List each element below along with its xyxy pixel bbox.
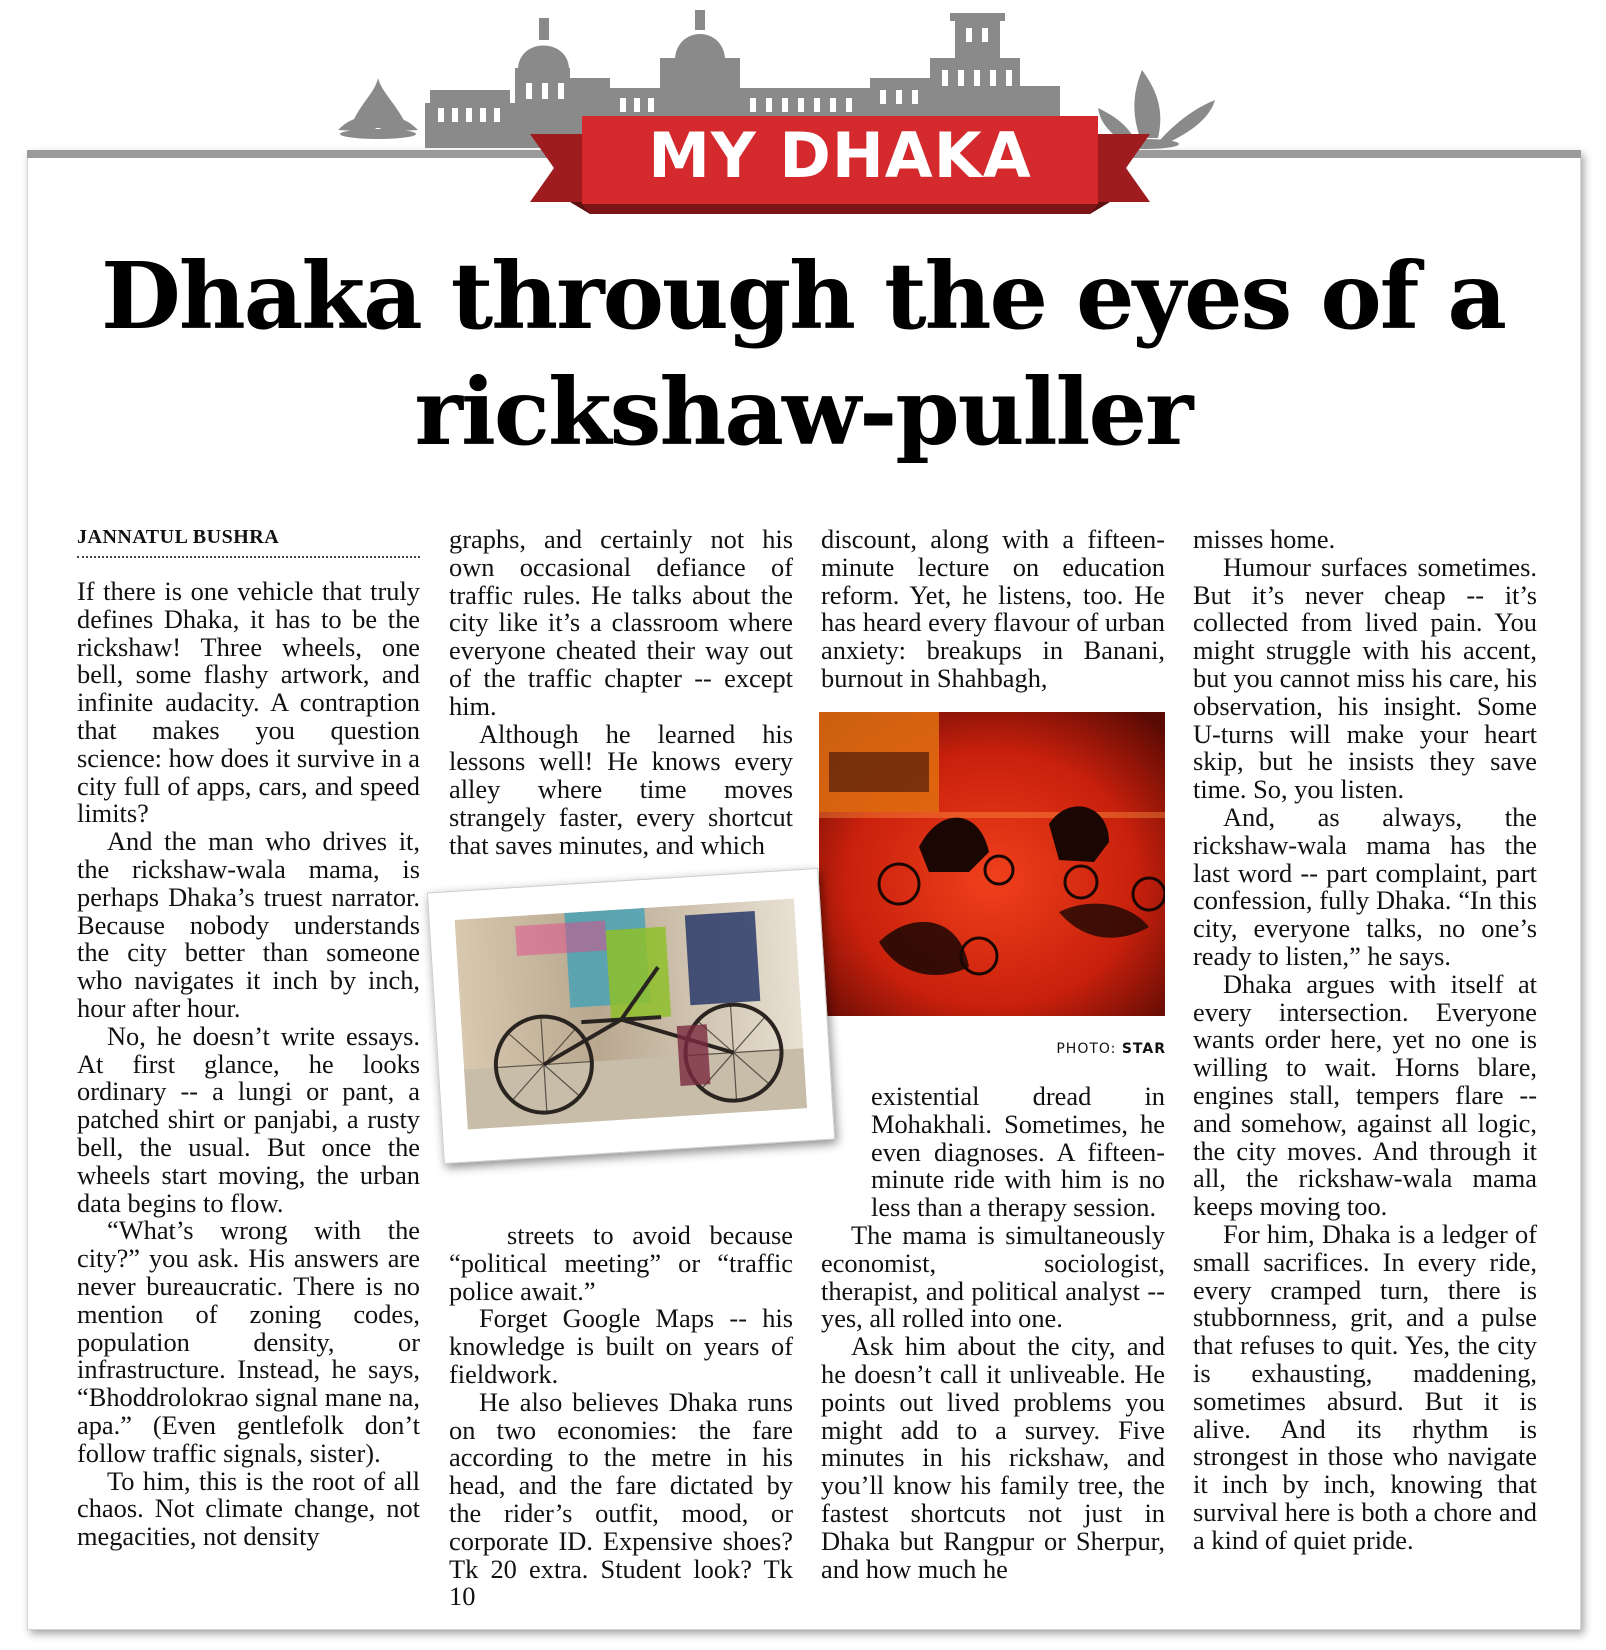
paragraph: Ask him about the city, and he doesn’t call it unliveable. He points out lived problems you might add to a survey. Five minutes in his rickshaw, and you’ll know his family tree, the fastest shortcuts not just in Dhaka but Rangpur or Sherpur, and how much he [821, 1331, 1165, 1584]
paragraph: Dhaka argues with itself at every intersection. Everyone wants order here, yet no one is willing to wait. Horns blare, engines stall, tempers flare -- and somehow, against all logic, the city moves. And through it all, the rickshaw-wala mama keeps moving too. [1193, 968, 1537, 1222]
column-1 [77, 578, 420, 1551]
column-4 [1193, 526, 1537, 1554]
photo-credit [1038, 1041, 1166, 1057]
section-label: MY DHAKA [648, 119, 1032, 192]
paragraph: misses home. [1193, 524, 1336, 554]
paragraph: He also believes Dhaka runs on two economies: the fare according to the metre in his head, and the fare dictated by the rider’s outfit, mood, or corporate ID. Expensive shoes? Tk 20 extra. Student look? Tk 10 [449, 1386, 793, 1612]
paragraph: streets to avoid because “political meeting” or “traffic police await.” [449, 1220, 793, 1306]
byline: JANNATUL BUSHRA [77, 526, 420, 558]
paragraph: Humour surfaces sometimes. But it’s never cheap -- it’s collected from lived pain. You might struggle with his accent, but you cannot miss his care, his observation, his insight. Some U-turns will make your heart skip, but he insists they save time. So, you listen. [1193, 551, 1537, 805]
paragraph: graphs, and certainly not his own occasional defiance of traffic rules. He talks about the city like it’s a classroom where everyone cheated their way out of the traffic chapter -- except him. [449, 524, 793, 721]
paragraph: “What’s wrong with the city?” you ask. His answers are never bureaucratic. There is no mention of zoning codes, population density, or infrastructure. Instead, he says, “Bhoddrolokrao signal mane na, apa.” (Even gentlefolk don’t follow traffic signals, sister). [77, 1215, 420, 1468]
photo-credit-source: STAR [1121, 1041, 1166, 1057]
photo-credit-prefix: PHOTO: [1056, 1041, 1117, 1057]
paragraph: To him, this is the root of all chaos. Not climate change, not megacities, not density [77, 1465, 420, 1552]
lotus-left-icon [338, 78, 418, 139]
column-2-top [449, 526, 793, 860]
paragraph: If there is one vehicle that truly defines Dhaka, it has to be the rickshaw! Three wheels, one bell, some flashy artwork, and infinite audacity. A contraption that makes you question science: how does it survive in a city full of apps, cars, and speed limits? [77, 576, 420, 829]
paragraph: Forget Google Maps -- his knowledge is built on years of fieldwork. [449, 1303, 793, 1389]
paragraph: The mama is simultaneously economist, sociologist, therapist, and political analyst -- yes, all rolled into one. [821, 1219, 1165, 1334]
column-3-top [821, 526, 1165, 693]
column-2-bottom [449, 1222, 793, 1611]
paragraph: discount, along with a fifteen-minute lecture on education reform. Yet, he listens, too. He has heard every flavour of urban anxiety: breakups in Banani, burnout in Shahbagh, [821, 524, 1165, 693]
paragraph: And the man who drives it, the rickshaw-wala mama, is perhaps Dhaka’s truest narrator. Because nobody understands the city better than someone who navigates it inch by inch, hour after hour. [77, 826, 420, 1023]
paragraph: And, as always, the rickshaw-wala mama has the last word -- part complaint, part confession, fully Dhaka. “In this city, everyone talks, no one’s ready to listen,” he says. [1193, 801, 1537, 971]
paragraph: Although he learned his lessons well! He knows every alley where time moves strangely faster, every shortcut that saves minutes, and which [449, 718, 793, 860]
paragraph: For him, Dhaka is a ledger of small sacrifices. In every ride, every cramped turn, there is stubbornness, grit, and a pulse that refuses to quit. Yes, the city is exhausting, maddening, sometimes absurd. But it is alive. And its rhythm is strongest in those who navigate it inch by inch, knowing that survival here is both a chore and a kind of quiet pride. [1193, 1218, 1537, 1555]
paragraph: No, he doesn’t write essays. At first glance, he looks ordinary -- a lungi or pant, a patched shirt or panjabi, a rusty bell, the usual. But once the wheels start moving, the urban data begins to flow. [77, 1020, 420, 1218]
paragraph: existential dread in Mohakhali. Sometimes, he even diagnoses. A fifteen-minute ride with him is no less than a therapy session. [871, 1081, 1165, 1223]
bicycle-photo-card [427, 868, 835, 1164]
column-3-bottom [821, 1083, 1165, 1583]
blurred-bicycle-photo [455, 899, 808, 1130]
headline: Dhaka through the eyes of a rickshaw-puller [101, 242, 1505, 466]
rickshaw-night-photo [819, 712, 1165, 1016]
